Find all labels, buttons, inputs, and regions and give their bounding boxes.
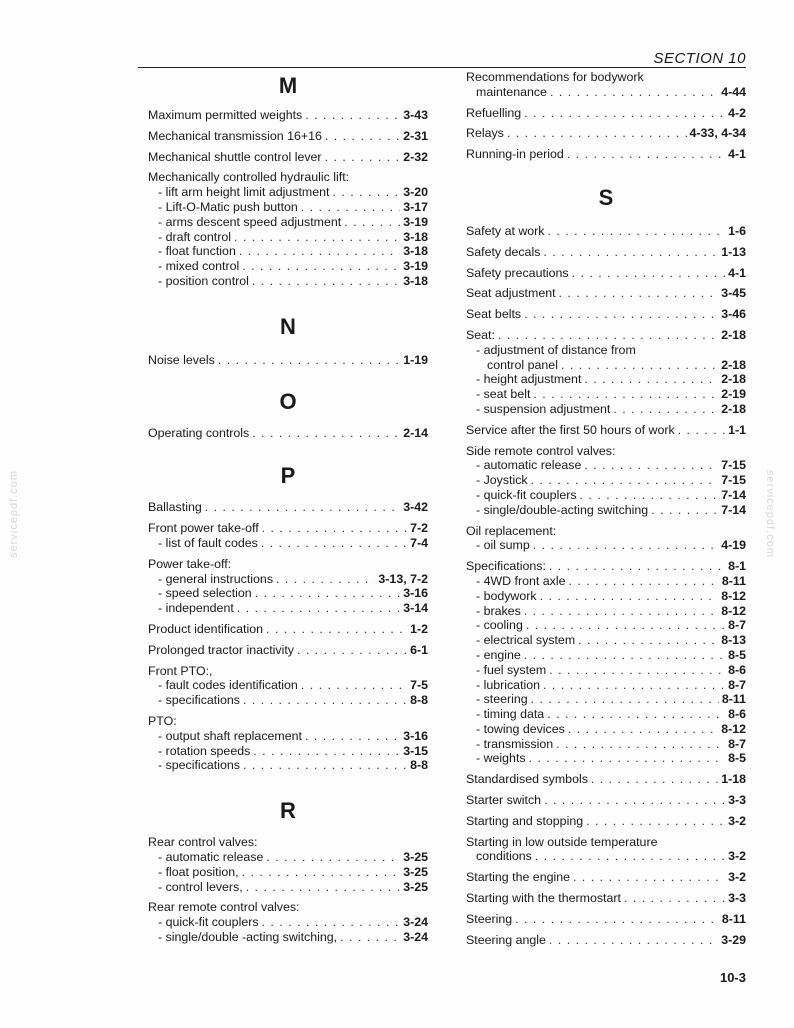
index-entry — [148, 500, 428, 515]
index-letter-m: M — [278, 73, 298, 98]
entry-page: 2-32 — [403, 149, 428, 164]
index-entry — [466, 559, 746, 766]
index-entry — [148, 108, 428, 123]
entry-page: 3-14 — [403, 601, 428, 616]
entry-text: Operating controls — [148, 425, 250, 440]
entry-page: 4-44 — [721, 84, 746, 99]
sub-entry-text: - draft control — [158, 229, 231, 244]
entry-page: 1-6 — [728, 223, 746, 238]
entry-page: 3-45 — [721, 286, 746, 301]
entry-page: 2-18 — [721, 327, 746, 342]
entry-page: 3-29 — [721, 932, 746, 947]
entry-page: 8-6 — [728, 707, 746, 722]
entry-page: 8-8 — [410, 758, 428, 773]
entry-page: 7-4 — [410, 535, 428, 550]
index-entry — [148, 900, 428, 944]
entry-page: 8-8 — [410, 693, 428, 708]
entry-page: 3-3 — [728, 793, 746, 808]
entry-heading: Rear remote control valves: — [148, 900, 300, 915]
entry-page: 8-13 — [721, 633, 746, 648]
entry-page: 8-11 — [721, 911, 746, 926]
entry-text: Safety decals — [466, 244, 541, 259]
entry-page: 8-11 — [721, 692, 746, 707]
entry-text: Starting with the thermostart — [466, 891, 621, 906]
entry-page: 3-25 — [403, 864, 428, 879]
entry-text: Refuelling — [466, 105, 522, 120]
entry-text: Seat: — [466, 327, 495, 342]
index-entry — [466, 224, 746, 239]
sub-entry-text: - cooling — [476, 618, 523, 633]
index-entry — [466, 286, 746, 301]
entry-heading: Power take-off: — [148, 556, 232, 571]
sub-entry-text: - single/double -acting switching, — [158, 929, 338, 944]
entry-text: Prolonged tractor inactivity — [148, 642, 295, 657]
sub-entry-text: - timing data — [476, 707, 545, 722]
entry-page: 3-19 — [403, 259, 428, 274]
entry-page: 1-13 — [721, 244, 746, 259]
entry-heading: Mechanically controlled hydraulic lift: — [148, 170, 350, 185]
sub-entry-text: - brakes — [476, 603, 521, 618]
entry-text: Seat belts — [466, 307, 522, 322]
sub-entry-text: - electrical system — [476, 633, 576, 648]
sub-entry-text: - position control — [158, 273, 249, 288]
index-entry — [466, 891, 746, 906]
sub-entry-text: - float function — [158, 244, 236, 259]
entry-page: 1-18 — [721, 772, 746, 787]
entry-text: Seat adjustment — [466, 286, 556, 301]
entry-heading: Side remote control valves: — [466, 443, 616, 458]
entry-page: 8-12 — [721, 721, 746, 736]
sub-entry-text: - rotation speeds — [158, 743, 251, 758]
entry-text: Safety at work — [466, 223, 545, 238]
index-entry — [466, 106, 746, 121]
entry-page: 7-5 — [410, 678, 428, 693]
index-column-left — [148, 70, 428, 945]
entry-page: 3-20 — [403, 185, 428, 200]
sub-entry-text: - general instructions — [158, 571, 274, 586]
entry-text: maintenance — [476, 84, 547, 99]
sub-entry-text: - float position, — [158, 864, 239, 879]
entry-heading: Rear control valves: — [148, 835, 258, 850]
entry-page: 4-1 — [728, 265, 746, 280]
sub-entry-text: - automatic release — [158, 849, 264, 864]
index-entry — [466, 266, 746, 281]
index-column-right — [466, 70, 746, 947]
entry-heading: PTO: — [148, 713, 177, 728]
index-entry — [466, 307, 746, 322]
entry-text: Product identification — [148, 621, 264, 636]
entry-page: 3-24 — [403, 929, 428, 944]
entry-page: 7-2 — [410, 521, 428, 536]
entry-page: 2-31 — [403, 128, 428, 143]
sub-entry-text: control panel — [487, 357, 558, 372]
index-letter-s: S — [598, 184, 614, 210]
entry-text: Starting the engine — [466, 870, 571, 885]
index-entry — [466, 870, 746, 885]
entry-page: 1-19 — [403, 352, 428, 367]
entry-page: 2-14 — [403, 425, 428, 440]
entry-page: 3-25 — [403, 879, 428, 894]
entry-page: 2-18 — [721, 401, 746, 416]
entry-text: Steering angle — [466, 932, 546, 947]
entry-page: 7-14 — [721, 502, 746, 517]
sub-entry-text: - single/double-acting switching — [476, 502, 649, 517]
entry-page: 7-15 — [721, 473, 746, 488]
sub-entry-text: - Joystick — [476, 473, 528, 488]
entry-page: 3-3 — [728, 891, 746, 906]
entry-page: 3-2 — [728, 870, 746, 885]
index-entry — [148, 643, 428, 658]
index-entry — [466, 814, 746, 829]
sub-entry-text: - Lift-O-Matic push button — [158, 199, 298, 214]
entry-page: 8-12 — [721, 603, 746, 618]
entry-page: 8-5 — [728, 751, 746, 766]
page-number: 10-3 — [719, 970, 746, 985]
sub-entry-text: - bodywork — [476, 588, 537, 603]
sub-entry-text: - lubrication — [476, 677, 541, 692]
entry-text: Mechanical shuttle control lever — [148, 149, 322, 164]
index-letter-p: P — [280, 463, 296, 489]
index-entry — [148, 426, 428, 441]
index-entry — [466, 423, 746, 438]
section-title: SECTION 10 — [653, 50, 746, 67]
sub-entry-text: - weights — [476, 751, 526, 766]
entry-page: 3-19 — [403, 214, 428, 229]
entry-text: Steering — [466, 911, 513, 926]
sub-entry-text: - steering — [476, 692, 528, 707]
index-entry — [148, 150, 428, 165]
sub-entry-text: - lift arm height limit adjustment — [158, 185, 330, 200]
watermark: servicepdf.com — [764, 470, 776, 558]
index-entry — [148, 714, 428, 773]
entry-text: Running-in period — [466, 147, 564, 162]
sub-entry-text: - suspension adjustment — [476, 401, 611, 416]
sub-entry-text: - oil sump — [476, 538, 530, 553]
sub-entry-text: - speed selection — [158, 586, 252, 601]
index-entry — [148, 622, 428, 637]
entry-text: Starter switch — [466, 793, 542, 808]
sub-entry-text: - quick-fit couplers — [476, 487, 577, 502]
entry-page: 2-18 — [721, 372, 746, 387]
index-entry — [466, 126, 746, 141]
sub-entry-text: - output shaft replacement — [158, 728, 302, 743]
sub-entry-text: - engine — [476, 647, 521, 662]
entry-text: Noise levels — [148, 352, 215, 367]
sub-entry-text: - fault codes identification — [158, 678, 298, 693]
index-entry — [148, 129, 428, 144]
entry-text: Specifications: — [466, 559, 546, 574]
sub-entry-text: - arms descent speed adjustment — [158, 214, 342, 229]
sub-entry-text: - specifications — [158, 758, 240, 773]
entry-page: 3-18 — [403, 273, 428, 288]
entry-page: 3-2 — [728, 849, 746, 864]
sub-entry-text: - control levers, — [158, 879, 243, 894]
entry-page: 2-19 — [721, 387, 746, 402]
entry-page: 3-18 — [403, 229, 428, 244]
entry-page: 3-18 — [403, 244, 428, 259]
entry-page: 8-7 — [728, 618, 746, 633]
entry-page: 3-2 — [728, 813, 746, 828]
entry-page: 4-1 — [728, 147, 746, 162]
sub-entry-text: - quick-fit couplers — [158, 915, 259, 930]
entry-page: 3-24 — [403, 915, 428, 930]
index-letter-n: N — [280, 313, 296, 339]
index-entry — [466, 912, 746, 927]
entry-text: Service after the first 50 hours of work — [466, 422, 675, 437]
entry-text: conditions — [476, 849, 532, 864]
entry-page: 3-16 — [403, 728, 428, 743]
entry-text: Ballasting — [148, 500, 202, 515]
entry-page: 3-13, 7-2 — [378, 571, 428, 586]
entry-heading: Starting in low outside temperature — [466, 834, 658, 849]
sub-entry-text: - 4WD front axle — [476, 573, 566, 588]
entry-page: 8-1 — [728, 559, 746, 574]
entry-page: 1-2 — [410, 621, 428, 636]
entry-page: 8-7 — [728, 677, 746, 692]
index-entry — [466, 147, 746, 162]
header-rule — [138, 67, 746, 68]
watermark: servicepdf.com — [8, 470, 20, 558]
entry-text: Standardised symbols — [466, 772, 588, 787]
index-entry — [466, 793, 746, 808]
entry-page: 3-43 — [403, 108, 428, 122]
entry-page: 7-15 — [721, 458, 746, 473]
entry-page: 8-6 — [728, 662, 746, 677]
entry-page: 3-17 — [403, 199, 428, 214]
entry-page: 8-7 — [728, 736, 746, 751]
sub-entry-text: - independent — [158, 601, 234, 616]
sub-entry-text: - fuel system — [476, 662, 547, 677]
index-entry — [466, 524, 746, 554]
sub-entry-text: - towing devices — [476, 721, 565, 736]
index-entry — [466, 328, 746, 417]
entry-text: Relays — [466, 126, 504, 141]
entry-page: 3-25 — [403, 849, 428, 864]
sub-entry-text: - list of fault codes — [158, 535, 258, 550]
entry-page: 3-46 — [721, 307, 746, 322]
sub-entry-text: - seat belt — [476, 387, 531, 402]
entry-text: Front power take-off — [148, 521, 259, 536]
sub-entry-heading: - adjustment of distance from — [476, 342, 636, 357]
entry-page: 6-1 — [410, 642, 428, 657]
entry-text: Mechanical transmission 16+16 — [148, 128, 322, 143]
index-entry — [466, 444, 746, 518]
index-entry — [148, 353, 428, 368]
entry-page: 4-2 — [728, 105, 746, 120]
entry-page: 8-11 — [721, 573, 746, 588]
index-entry — [466, 245, 746, 260]
entry-page: 3-15 — [403, 743, 428, 758]
index-entry — [148, 835, 428, 894]
entry-page: 3-16 — [403, 586, 428, 601]
entry-page: 4-33, 4-34 — [689, 126, 746, 141]
index-entry — [148, 170, 428, 288]
index-entry — [466, 933, 746, 948]
entry-page: 3-42 — [403, 500, 428, 515]
entry-text: Maximum permitted weights — [148, 108, 303, 122]
index-entry — [148, 521, 428, 551]
entry-heading: Front PTO:, — [148, 663, 213, 678]
entry-page: 7-14 — [721, 487, 746, 502]
index-entry — [466, 70, 746, 100]
entry-text: Safety precautions — [466, 265, 569, 280]
sub-entry-text: - automatic release — [476, 458, 582, 473]
index-letter-o: O — [279, 388, 297, 414]
index-entry — [466, 835, 746, 865]
entry-text: Starting and stopping — [466, 813, 584, 828]
index-entry — [466, 772, 746, 787]
index-entry — [148, 557, 428, 616]
sub-entry-text: - mixed control — [158, 259, 240, 274]
entry-page: 8-12 — [721, 588, 746, 603]
index-entry — [148, 664, 428, 708]
entry-heading: Oil replacement: — [466, 523, 557, 538]
sub-entry-text: - specifications — [158, 693, 240, 708]
entry-page: 4-19 — [721, 538, 746, 553]
entry-page: 8-5 — [728, 647, 746, 662]
sub-entry-text: - transmission — [476, 736, 554, 751]
entry-heading: Recommendations for bodywork — [466, 70, 644, 84]
index-letter-r: R — [280, 798, 296, 824]
entry-page: 2-18 — [721, 357, 746, 372]
sub-entry-text: - height adjustment — [476, 372, 582, 387]
entry-page: 1-1 — [728, 422, 746, 437]
